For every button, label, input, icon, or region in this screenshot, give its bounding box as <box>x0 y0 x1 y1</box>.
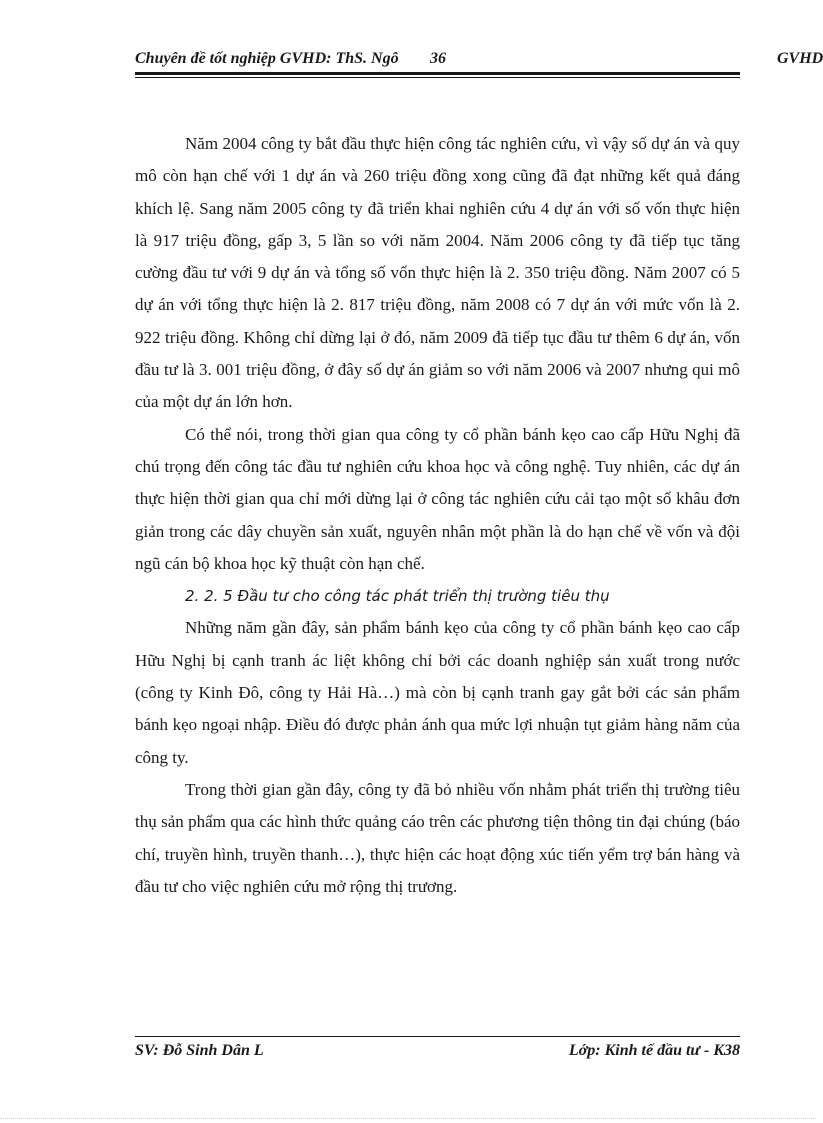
body-content <box>135 128 740 903</box>
footer-class: Lớp: Kinh tế đầu tư - K38 <box>568 1042 740 1059</box>
page-bottom-border <box>0 1118 816 1119</box>
paragraph-competition: Những năm gần đây, sản phẩm bánh kẹo của công ty cổ phần bánh kẹo cao cấp Hữu Nghị bị cạnh tranh ác liệt không chỉ bởi các doanh nghiệp sản xuất trong nước (công ty Kinh Đô, công ty Hải Hà…) mà còn bị cạnh tranh gay gắt bởi các sản phẩm bánh kẹo ngoại nhập. Điều đó được phản ánh qua mức lợi nhuận tụt giảm hàng năm của công ty. <box>135 618 740 767</box>
page-number: 36 <box>430 50 446 67</box>
page-header <box>135 50 823 74</box>
paragraph-research-projects: Năm 2004 công ty bắt đầu thực hiện công tác nghiên cứu, vì vậy số dự án và quy mô còn hạn chế với 1 dự án và 260 triệu đồng xong cũng đã đạt những kết quả đáng khích lệ. Sang năm 2005 công ty đã triển khai nghiên cứu 4 dự án với số vốn thực hiện là 917 triệu đồng, gấp 3, 5 lần so với năm 2004. Năm 2006 công ty đã tiếp tục tăng cường đầu tư với 9 dự án và tổng số vốn thực hiện là 2. 350 triệu đồng. Năm 2007 có 5 dự án với tổng thực hiện là 2. 817 triệu đồng, năm 2008 có 7 dự án với mức vốn là 2. 922 triệu đồng. Không chỉ dừng lại ở đó, năm 2009 đã tiếp tục đầu tư thêm 6 dự án, vốn đầu tư là 3. 001 triệu đồng, ở đây số dự án giảm so với năm 2006 và 2007 nhưng qui mô của một dự án lớn hơn. <box>135 134 740 412</box>
footer-divider <box>135 1036 740 1037</box>
header-title: Chuyên đề tốt nghiệp GVHD: ThS. Ngô <box>135 50 399 67</box>
footer-student: SV: Đỗ Sinh Dân L <box>135 1042 264 1059</box>
header-right-text: GVHD <box>777 50 823 67</box>
section-subheading: 2. 2. 5 Đầu tư cho công tác phát triển thị trường tiêu thụ <box>185 587 610 606</box>
header-divider-thin <box>135 77 740 78</box>
paragraph-investment-summary: Có thể nói, trong thời gian qua công ty cổ phần bánh kẹo cao cấp Hữu Nghị đã chú trọng đến công tác đầu tư nghiên cứu khoa học và công nghệ. Tuy nhiên, các dự án thực hiện thời gian qua chỉ mới dừng lại ở công tác nghiên cứu cải tạo một số khâu đơn giản trong các dây chuyền sản xuất, nguyên nhân một phần là do hạn chế về vốn và đội ngũ cán bộ khoa học kỹ thuật còn hạn chế. <box>135 424 740 573</box>
header-divider-thick <box>135 72 740 75</box>
paragraph-market-development: Trong thời gian gần đây, công ty đã bỏ nhiều vốn nhằm phát triển thị trường tiêu thụ sản phẩm qua các hình thức quảng cáo trên các phương tiện thông tin đại chúng (báo chí, truyền hình, truyền thanh…), thực hiện các hoạt động xúc tiến yểm trợ bán hàng và đầu tư cho việc nghiên cứu mở rộng thị trương. <box>135 779 740 896</box>
